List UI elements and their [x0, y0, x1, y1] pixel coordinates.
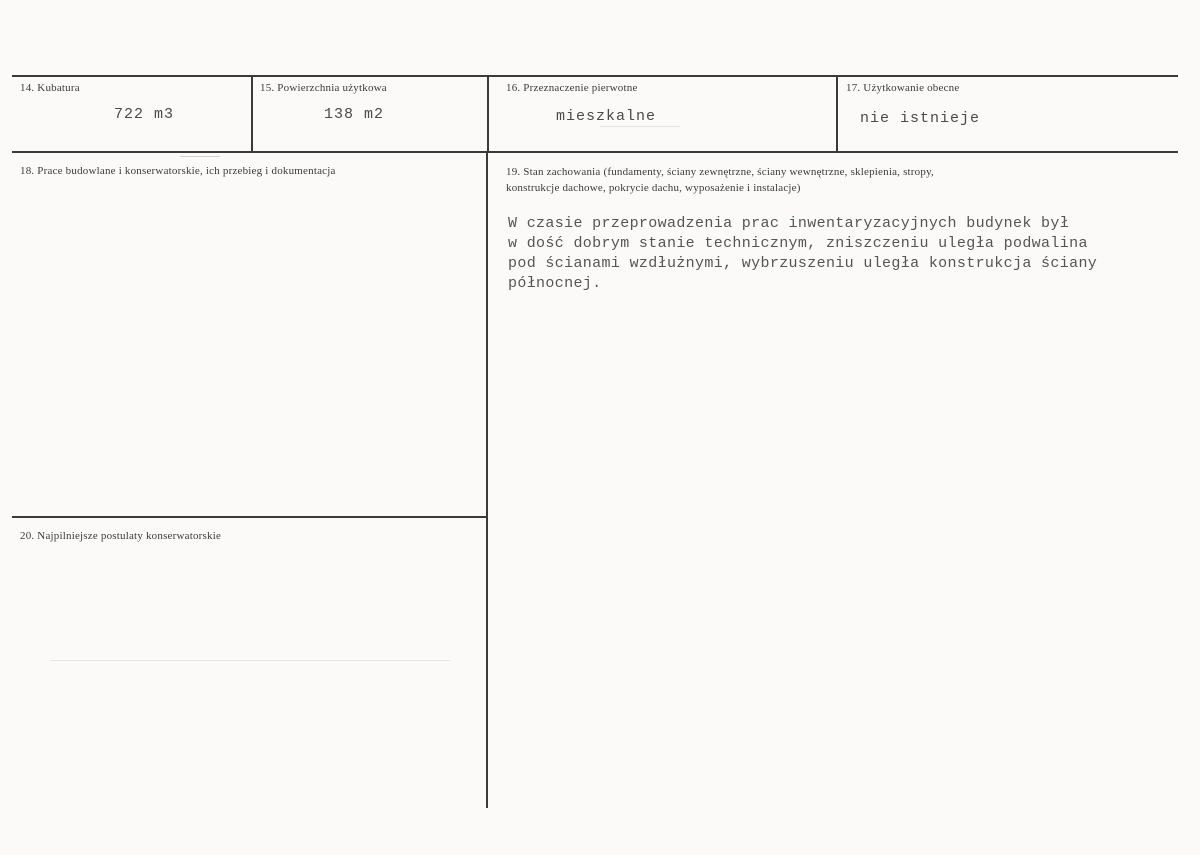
paper-smudge [180, 156, 220, 157]
field17-label: 17. Użytkowanie obecne [846, 82, 960, 94]
header-row-bottom-line [12, 151, 1178, 153]
field19-text-line: w dość dobrym stanie technicznym, zniszczeniu uległa podwalina [508, 235, 1088, 252]
divider-14-15 [251, 76, 253, 152]
field19-text-line: W czasie przeprowadzenia prac inwentaryzacyjnych budynek był [508, 215, 1070, 232]
divider-15-16 [487, 76, 489, 152]
field15-label: 15. Powierzchnia użytkowa [260, 82, 387, 94]
field14-value: 722 m3 [114, 106, 175, 123]
field18-label: 18. Prace budowlane i konserwatorskie, ich przebieg i dokumentacja [20, 165, 336, 177]
field15-value: 138 m2 [324, 106, 385, 123]
main-column-divider [486, 152, 488, 808]
field14-label: 14. Kubatura [20, 82, 80, 94]
field20-label: 20. Najpilniejsze postulaty konserwatorskie [20, 530, 222, 542]
field16-label: 16. Przeznaczenie pierwotne [506, 82, 638, 94]
paper-smudge [50, 660, 450, 661]
field18-bottom-line [12, 516, 487, 518]
top-border-line [12, 75, 1178, 77]
paper-smudge [600, 126, 680, 127]
field19-text-line: pod ścianami wzdłużnymi, wybrzuszeniu uległa konstrukcja ściany [508, 255, 1098, 272]
field17-value: nie istnieje [860, 110, 981, 127]
field19-text-line: północnej. [508, 275, 602, 292]
divider-16-17 [836, 76, 838, 152]
field19-label-line1: 19. Stan zachowania (fundamenty, ściany zewnętrzne, ściany wewnętrzne, sklepienia, stropy, [506, 166, 935, 178]
field16-value: mieszkalne [556, 108, 657, 125]
field19-label-line2: konstrukcje dachowe, pokrycie dachu, wyposażenie i instalacje) [506, 182, 801, 194]
field19-typed-text [508, 214, 1097, 294]
